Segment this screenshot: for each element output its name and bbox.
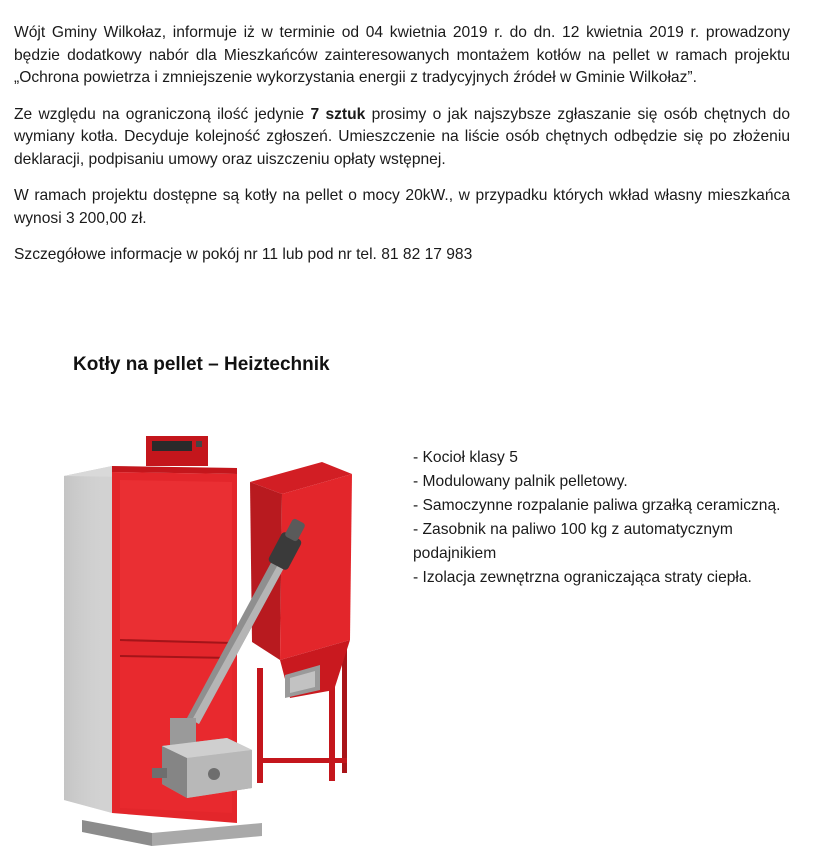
- feature-item: - Izolacja zewnętrzna ograniczająca straty ciepła.: [413, 569, 752, 586]
- paragraph-announcement: Wójt Gminy Wilkołaz, informuje iż w terminie od 04 kwietnia 2019 r. do dn. 12 kwietnia 2019 r. prowadzony będzie dodatkowy nabór dla Mieszkańców zainteresowanych montażem kotłów na pellet w ramach projektu „Ochrona powietrza i zmniejszenie wykorzystania energii z tradycyjnych źródeł w Gminie Wilkołaz”.: [14, 24, 790, 86]
- quantity-highlight: 7 sztuk: [310, 105, 366, 123]
- section-title: Kotły na pellet – Heiztechnik: [73, 354, 330, 375]
- feature-item: - Zasobnik na paliwo 100 kg z automatycznym podajnikiem: [413, 521, 733, 562]
- feature-item: - Samoczynne rozpalanie paliwa grzałką ceramiczną.: [413, 497, 781, 514]
- feature-item: - Kocioł klasy 5: [413, 449, 518, 466]
- paragraph-limited-quantity-end: prosimy o jak najszybsze zgłaszanie się osób chętnych do wymiany kotła. Decyduje kolejność zgłoszeń. Umieszczenie na liście osób chętnych odbędzie się po złożeniu deklaracji, podpisaniu umowy oraz uiszczeniu opłaty wstępnej.: [14, 105, 790, 168]
- features-list: [413, 446, 803, 590]
- paragraph-limited-quantity: [14, 104, 790, 172]
- boiler-drawing: [64, 436, 352, 846]
- paragraph-cost: W ramach projektu dostępne są kotły na pellet o mocy 20kW., w przypadku których wkład własny mieszkańca wynosi 3 200,00 zł.: [14, 187, 790, 227]
- paragraph-contact: Szczegółowe informacje w pokój nr 11 lub pod nr tel. 81 82 17 983: [14, 246, 473, 263]
- announcement-body: [14, 22, 790, 281]
- paragraph-limited-quantity-start: Ze względu na ograniczoną ilość jedynie: [14, 105, 311, 123]
- feature-item: - Modulowany palnik pelletowy.: [413, 473, 628, 490]
- pellet-boiler-image: [52, 428, 372, 858]
